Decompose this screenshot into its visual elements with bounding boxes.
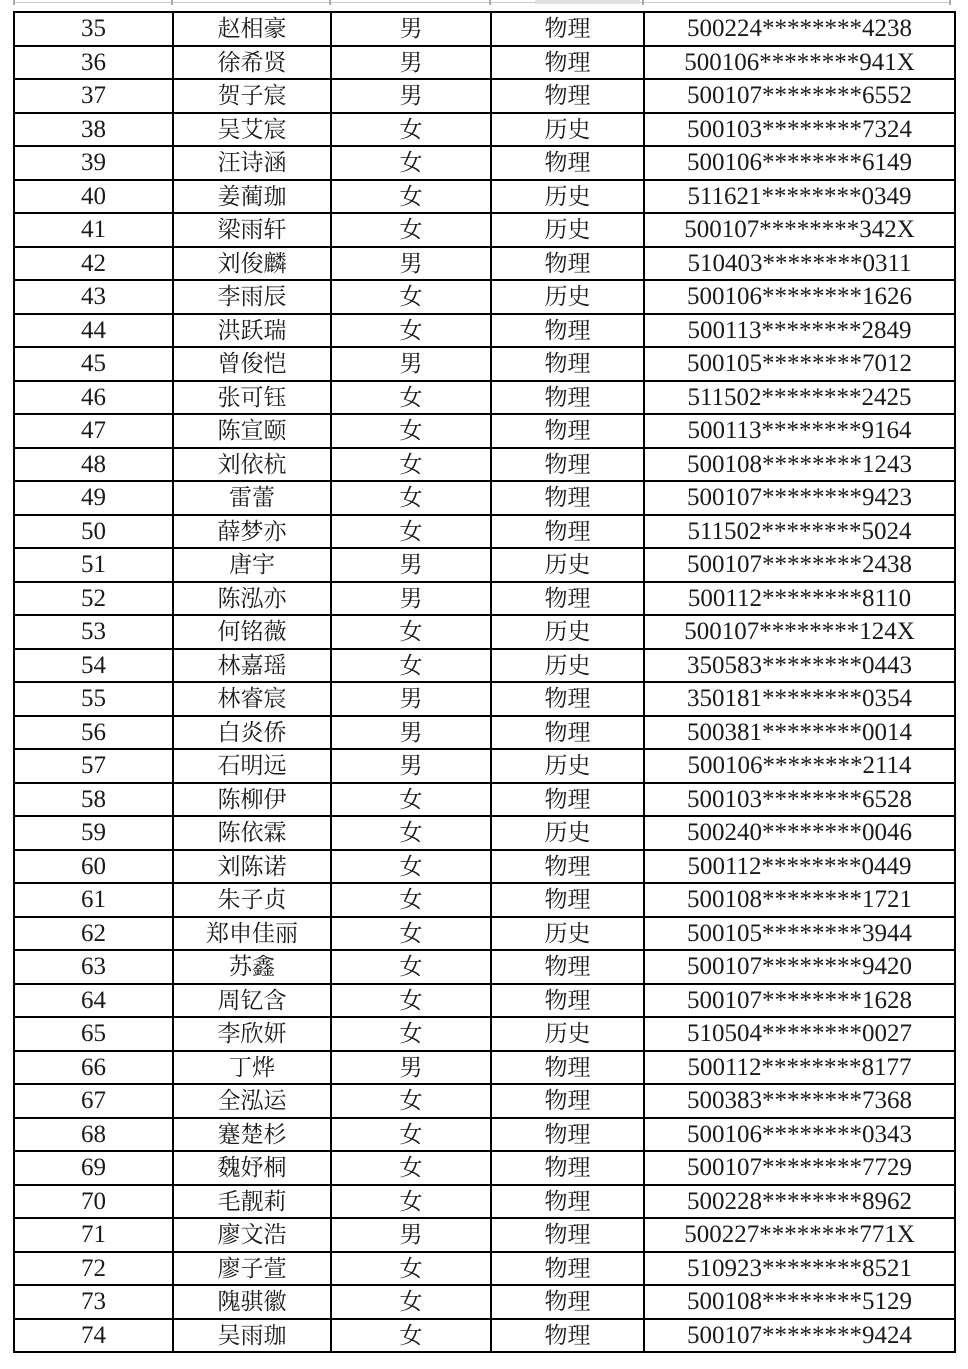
remnant-gridline-stub xyxy=(171,0,173,5)
table-row xyxy=(14,1285,955,1319)
cell-gender: 男 xyxy=(331,1218,491,1252)
cell-student-name: 刘依杭 xyxy=(173,448,331,482)
cell-subject: 物理 xyxy=(491,1319,644,1353)
cell-id-number: 500105********7012 xyxy=(644,347,955,381)
cell-id-number: 500224********4238 xyxy=(644,12,955,46)
cell-id-number: 500107********1628 xyxy=(644,984,955,1018)
cell-subject: 物理 xyxy=(491,448,644,482)
cell-gender: 女 xyxy=(331,314,491,348)
table-row xyxy=(14,984,955,1018)
cell-id-number: 510403********0311 xyxy=(644,247,955,281)
table-row xyxy=(14,917,955,951)
cell-row-number: 35 xyxy=(14,12,173,46)
cell-student-name: 朱子贞 xyxy=(173,883,331,917)
cell-row-number: 69 xyxy=(14,1151,173,1185)
cell-id-number: 500112********8177 xyxy=(644,1051,955,1085)
cell-gender: 女 xyxy=(331,1185,491,1219)
cell-student-name: 张可钰 xyxy=(173,381,331,415)
cell-subject: 物理 xyxy=(491,515,644,549)
cell-subject: 物理 xyxy=(491,1084,644,1118)
cell-row-number: 50 xyxy=(14,515,173,549)
cell-subject: 历史 xyxy=(491,816,644,850)
cell-gender: 女 xyxy=(331,850,491,884)
cell-row-number: 48 xyxy=(14,448,173,482)
table-row xyxy=(14,113,955,147)
cell-row-number: 71 xyxy=(14,1218,173,1252)
cell-gender: 女 xyxy=(331,917,491,951)
cell-row-number: 68 xyxy=(14,1118,173,1152)
cell-id-number: 500103********7324 xyxy=(644,113,955,147)
table-row xyxy=(14,180,955,214)
cell-id-number: 500107********2438 xyxy=(644,548,955,582)
cell-id-number: 511621********0349 xyxy=(644,180,955,214)
cell-id-number: 500112********8110 xyxy=(644,582,955,616)
cell-row-number: 38 xyxy=(14,113,173,147)
remnant-gridline-stub xyxy=(949,0,951,5)
cell-gender: 男 xyxy=(331,582,491,616)
cell-student-name: 郑申佳丽 xyxy=(173,917,331,951)
remnant-gridline-stub xyxy=(13,0,15,5)
cell-row-number: 58 xyxy=(14,783,173,817)
table-row xyxy=(14,649,955,683)
cell-subject: 物理 xyxy=(491,79,644,113)
cell-row-number: 61 xyxy=(14,883,173,917)
cell-subject: 物理 xyxy=(491,716,644,750)
cell-subject: 物理 xyxy=(491,1051,644,1085)
cell-student-name: 苏鑫 xyxy=(173,950,331,984)
table-row xyxy=(14,414,955,448)
cell-student-name: 吴艾宸 xyxy=(173,113,331,147)
cell-student-name: 陈泓亦 xyxy=(173,582,331,616)
cell-gender: 女 xyxy=(331,1084,491,1118)
cell-subject: 物理 xyxy=(491,1285,644,1319)
cell-gender: 男 xyxy=(331,347,491,381)
cell-row-number: 66 xyxy=(14,1051,173,1085)
cell-id-number: 500107********342X xyxy=(644,213,955,247)
cell-gender: 男 xyxy=(331,548,491,582)
cell-row-number: 65 xyxy=(14,1017,173,1051)
table-row xyxy=(14,716,955,750)
cell-gender: 女 xyxy=(331,381,491,415)
table-row xyxy=(14,448,955,482)
cell-id-number: 500107********124X xyxy=(644,615,955,649)
cell-gender: 女 xyxy=(331,1118,491,1152)
cell-id-number: 511502********5024 xyxy=(644,515,955,549)
cell-gender: 女 xyxy=(331,816,491,850)
table-row xyxy=(14,1017,955,1051)
cell-row-number: 70 xyxy=(14,1185,173,1219)
cell-student-name: 林嘉瑶 xyxy=(173,649,331,683)
remnant-gridline-stub xyxy=(329,0,331,5)
table-row xyxy=(14,1118,955,1152)
table-row xyxy=(14,1319,955,1353)
cell-row-number: 44 xyxy=(14,314,173,348)
table-row xyxy=(14,314,955,348)
cell-id-number: 511502********2425 xyxy=(644,381,955,415)
cell-gender: 女 xyxy=(331,950,491,984)
cell-student-name: 李雨辰 xyxy=(173,280,331,314)
cell-row-number: 39 xyxy=(14,146,173,180)
cell-student-name: 吴雨珈 xyxy=(173,1319,331,1353)
table-row xyxy=(14,247,955,281)
cell-gender: 女 xyxy=(331,883,491,917)
cell-gender: 女 xyxy=(331,615,491,649)
cell-id-number: 500107********7729 xyxy=(644,1151,955,1185)
cell-row-number: 63 xyxy=(14,950,173,984)
cell-subject: 历史 xyxy=(491,548,644,582)
cell-subject: 历史 xyxy=(491,749,644,783)
cell-student-name: 魏妤桐 xyxy=(173,1151,331,1185)
cell-subject: 物理 xyxy=(491,347,644,381)
cell-gender: 男 xyxy=(331,79,491,113)
table-row xyxy=(14,515,955,549)
cell-gender: 男 xyxy=(331,682,491,716)
cell-id-number: 500383********7368 xyxy=(644,1084,955,1118)
cell-gender: 男 xyxy=(331,716,491,750)
cell-subject: 历史 xyxy=(491,280,644,314)
table-row xyxy=(14,381,955,415)
cell-gender: 男 xyxy=(331,46,491,80)
cell-row-number: 40 xyxy=(14,180,173,214)
cell-student-name: 林睿宸 xyxy=(173,682,331,716)
table-row xyxy=(14,1185,955,1219)
cell-subject: 物理 xyxy=(491,984,644,1018)
cell-id-number: 510504********0027 xyxy=(644,1017,955,1051)
cell-gender: 男 xyxy=(331,12,491,46)
cell-student-name: 雷蕾 xyxy=(173,481,331,515)
cell-gender: 女 xyxy=(331,1285,491,1319)
cell-id-number: 500112********0449 xyxy=(644,850,955,884)
cell-subject: 物理 xyxy=(491,883,644,917)
cell-gender: 女 xyxy=(331,481,491,515)
cell-student-name: 陈柳伊 xyxy=(173,783,331,817)
cell-gender: 女 xyxy=(331,1151,491,1185)
remnant-smudge xyxy=(535,0,640,4)
cell-student-name: 洪跃瑞 xyxy=(173,314,331,348)
table-row xyxy=(14,1084,955,1118)
cell-student-name: 白炎侨 xyxy=(173,716,331,750)
cell-row-number: 57 xyxy=(14,749,173,783)
cell-subject: 物理 xyxy=(491,682,644,716)
cell-row-number: 51 xyxy=(14,548,173,582)
cell-subject: 物理 xyxy=(491,146,644,180)
cell-row-number: 59 xyxy=(14,816,173,850)
cell-gender: 女 xyxy=(331,213,491,247)
cell-gender: 女 xyxy=(331,783,491,817)
table-row xyxy=(14,79,955,113)
cell-gender: 女 xyxy=(331,984,491,1018)
cell-row-number: 46 xyxy=(14,381,173,415)
cell-student-name: 陈宣颐 xyxy=(173,414,331,448)
table-row xyxy=(14,850,955,884)
table-row xyxy=(14,883,955,917)
cell-subject: 物理 xyxy=(491,783,644,817)
cell-subject: 物理 xyxy=(491,414,644,448)
cell-gender: 女 xyxy=(331,180,491,214)
cell-student-name: 毛靓莉 xyxy=(173,1185,331,1219)
cell-row-number: 67 xyxy=(14,1084,173,1118)
cell-id-number: 500107********9420 xyxy=(644,950,955,984)
cell-subject: 物理 xyxy=(491,1252,644,1286)
cell-id-number: 500381********0014 xyxy=(644,716,955,750)
cell-subject: 物理 xyxy=(491,46,644,80)
cell-id-number: 510923********8521 xyxy=(644,1252,955,1286)
cell-student-name: 丁烨 xyxy=(173,1051,331,1085)
cell-id-number: 500106********1626 xyxy=(644,280,955,314)
cell-subject: 物理 xyxy=(491,247,644,281)
cell-subject: 物理 xyxy=(491,1151,644,1185)
cell-id-number: 500108********5129 xyxy=(644,1285,955,1319)
cell-id-number: 500113********2849 xyxy=(644,314,955,348)
cell-id-number: 500103********6528 xyxy=(644,783,955,817)
cell-subject: 物理 xyxy=(491,1218,644,1252)
cell-subject: 历史 xyxy=(491,1017,644,1051)
cell-subject: 历史 xyxy=(491,180,644,214)
cell-student-name: 赵相豪 xyxy=(173,12,331,46)
cell-id-number: 500107********6552 xyxy=(644,79,955,113)
cell-row-number: 52 xyxy=(14,582,173,616)
cell-row-number: 42 xyxy=(14,247,173,281)
cell-student-name: 廖文浩 xyxy=(173,1218,331,1252)
cell-id-number: 500106********2114 xyxy=(644,749,955,783)
cell-gender: 女 xyxy=(331,448,491,482)
cell-subject: 物理 xyxy=(491,582,644,616)
table-row xyxy=(14,749,955,783)
cell-row-number: 49 xyxy=(14,481,173,515)
cell-row-number: 47 xyxy=(14,414,173,448)
cell-row-number: 43 xyxy=(14,280,173,314)
cell-student-name: 全泓运 xyxy=(173,1084,331,1118)
cell-gender: 女 xyxy=(331,1319,491,1353)
cell-id-number: 500227********771X xyxy=(644,1218,955,1252)
cell-student-name: 梁雨轩 xyxy=(173,213,331,247)
cell-subject: 物理 xyxy=(491,1118,644,1152)
table-row xyxy=(14,1252,955,1286)
cell-student-name: 姜蔺珈 xyxy=(173,180,331,214)
cell-row-number: 73 xyxy=(14,1285,173,1319)
table-row xyxy=(14,280,955,314)
cell-gender: 女 xyxy=(331,146,491,180)
cell-subject: 物理 xyxy=(491,12,644,46)
cell-row-number: 60 xyxy=(14,850,173,884)
cell-gender: 女 xyxy=(331,515,491,549)
cell-row-number: 53 xyxy=(14,615,173,649)
cell-subject: 历史 xyxy=(491,917,644,951)
table-row xyxy=(14,1051,955,1085)
table-row xyxy=(14,146,955,180)
cell-row-number: 72 xyxy=(14,1252,173,1286)
cell-student-name: 蹇楚杉 xyxy=(173,1118,331,1152)
cell-student-name: 陈依霖 xyxy=(173,816,331,850)
cell-student-name: 李欣妍 xyxy=(173,1017,331,1051)
cell-student-name: 贺子宸 xyxy=(173,79,331,113)
student-table-body xyxy=(14,12,955,1352)
table-row xyxy=(14,582,955,616)
cell-id-number: 500108********1243 xyxy=(644,448,955,482)
cell-student-name: 何铭薇 xyxy=(173,615,331,649)
cell-gender: 女 xyxy=(331,1252,491,1286)
cell-row-number: 41 xyxy=(14,213,173,247)
cell-student-name: 曾俊恺 xyxy=(173,347,331,381)
table-row xyxy=(14,783,955,817)
cell-id-number: 500107********9424 xyxy=(644,1319,955,1353)
cell-gender: 女 xyxy=(331,1017,491,1051)
table-row xyxy=(14,816,955,850)
cell-id-number: 500113********9164 xyxy=(644,414,955,448)
cell-row-number: 54 xyxy=(14,649,173,683)
table-row xyxy=(14,682,955,716)
cell-row-number: 45 xyxy=(14,347,173,381)
cell-subject: 物理 xyxy=(491,850,644,884)
cell-student-name: 石明远 xyxy=(173,749,331,783)
remnant-gridline-stub xyxy=(489,0,491,5)
cell-student-name: 周钇含 xyxy=(173,984,331,1018)
table-row xyxy=(14,347,955,381)
cell-subject: 历史 xyxy=(491,615,644,649)
cell-row-number: 36 xyxy=(14,46,173,80)
cell-gender: 女 xyxy=(331,280,491,314)
cell-id-number: 350181********0354 xyxy=(644,682,955,716)
table-row xyxy=(14,1218,955,1252)
cell-subject: 历史 xyxy=(491,113,644,147)
cell-gender: 女 xyxy=(331,414,491,448)
cell-row-number: 74 xyxy=(14,1319,173,1353)
cell-gender: 男 xyxy=(331,1051,491,1085)
cell-student-name: 刘俊麟 xyxy=(173,247,331,281)
cell-id-number: 350583********0443 xyxy=(644,649,955,683)
cell-id-number: 500228********8962 xyxy=(644,1185,955,1219)
table-row xyxy=(14,12,955,46)
cell-id-number: 500106********0343 xyxy=(644,1118,955,1152)
cell-subject: 历史 xyxy=(491,213,644,247)
cell-id-number: 500108********1721 xyxy=(644,883,955,917)
table-row xyxy=(14,548,955,582)
student-roster-table xyxy=(13,11,956,1353)
cell-row-number: 37 xyxy=(14,79,173,113)
cell-student-name: 廖子萱 xyxy=(173,1252,331,1286)
cell-subject: 物理 xyxy=(491,1185,644,1219)
cell-gender: 女 xyxy=(331,649,491,683)
cell-gender: 男 xyxy=(331,247,491,281)
cell-subject: 物理 xyxy=(491,950,644,984)
cell-id-number: 500240********0046 xyxy=(644,816,955,850)
cell-id-number: 500105********3944 xyxy=(644,917,955,951)
remnant-line xyxy=(13,2,951,3)
table-row xyxy=(14,481,955,515)
cell-subject: 物理 xyxy=(491,314,644,348)
cell-subject: 物理 xyxy=(491,381,644,415)
cell-subject: 历史 xyxy=(491,649,644,683)
table-row xyxy=(14,46,955,80)
cell-id-number: 500106********941X xyxy=(644,46,955,80)
cell-student-name: 薛梦亦 xyxy=(173,515,331,549)
table-row xyxy=(14,615,955,649)
cell-gender: 女 xyxy=(331,113,491,147)
cell-student-name: 徐希贤 xyxy=(173,46,331,80)
cell-row-number: 55 xyxy=(14,682,173,716)
cell-row-number: 62 xyxy=(14,917,173,951)
table-row xyxy=(14,1151,955,1185)
remnant-gridline-stub xyxy=(642,0,644,5)
table-row xyxy=(14,950,955,984)
cell-id-number: 500107********9423 xyxy=(644,481,955,515)
cell-student-name: 隗骐徽 xyxy=(173,1285,331,1319)
cell-row-number: 64 xyxy=(14,984,173,1018)
cell-gender: 男 xyxy=(331,749,491,783)
cell-student-name: 汪诗涵 xyxy=(173,146,331,180)
table-row xyxy=(14,213,955,247)
cell-student-name: 唐宇 xyxy=(173,548,331,582)
cell-row-number: 56 xyxy=(14,716,173,750)
cell-student-name: 刘陈诺 xyxy=(173,850,331,884)
cell-id-number: 500106********6149 xyxy=(644,146,955,180)
cell-subject: 物理 xyxy=(491,481,644,515)
